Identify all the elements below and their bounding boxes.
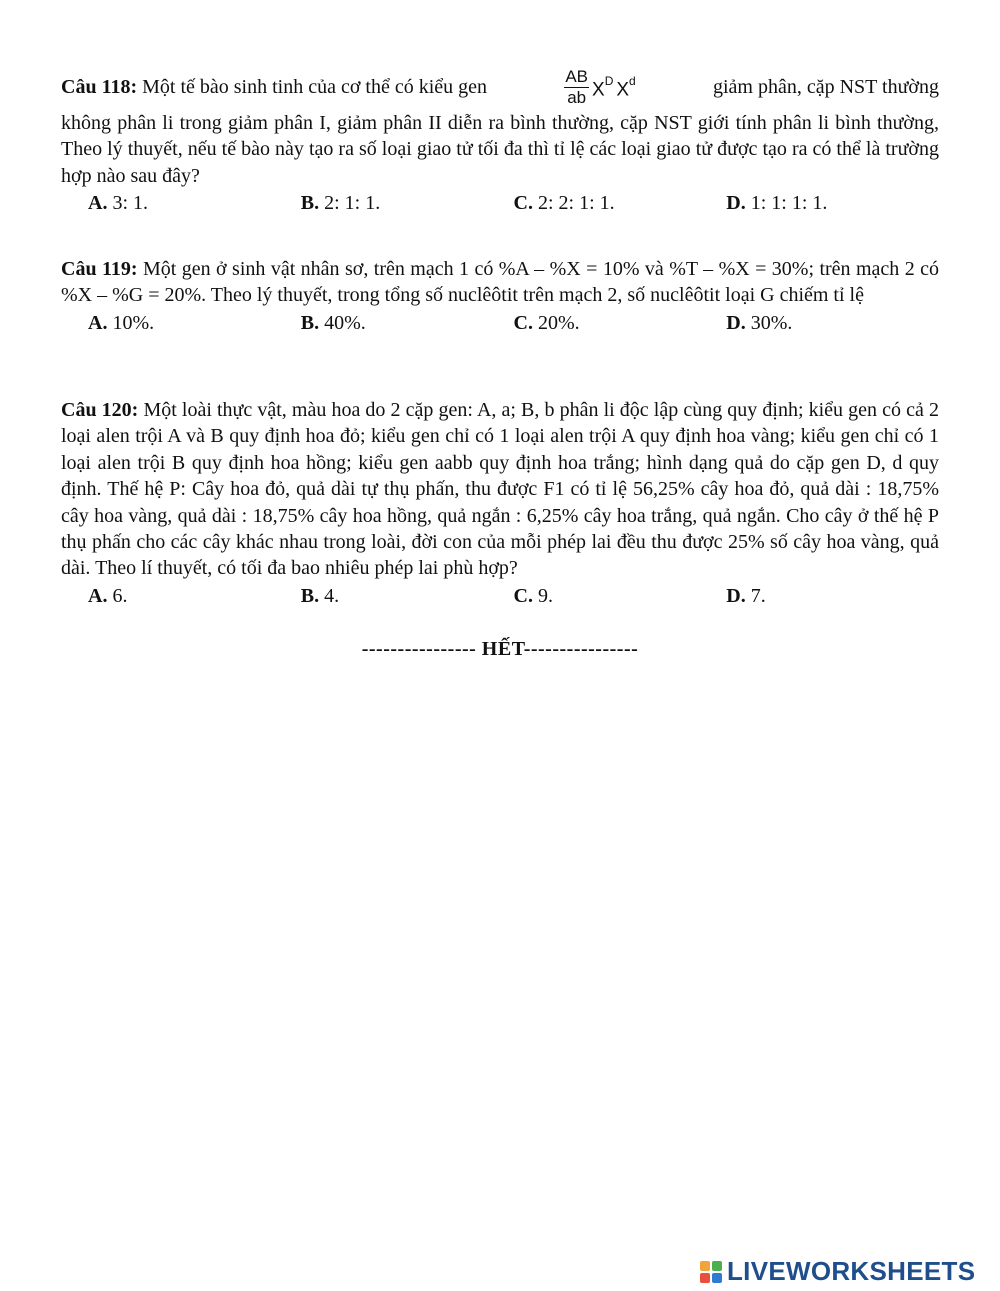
answer-option-d[interactable]: D. 30%. xyxy=(726,311,793,334)
liveworksheets-logo-icon xyxy=(700,1261,722,1283)
sex-chromosome-1: $X^D$ xyxy=(592,73,614,100)
question-120 xyxy=(61,397,939,610)
genotype-formula xyxy=(564,67,635,108)
question-119 xyxy=(61,256,939,337)
question-118-label: Câu 118: xyxy=(61,75,138,98)
question-119-answers xyxy=(61,309,939,337)
question-118-intro: Một tế bào sinh tinh của cơ thể có kiểu gen xyxy=(137,75,488,98)
question-118-body: không phân li trong giảm phân I, giảm phân II diễn ra bình thường, cặp NST giới tính phân li bình thường, Theo lý thuyết, nếu tế bào này tạo ra số loại giao tử tối đa thì tỉ lệ các loại giao tử được tạo ra có thể là trường hợp nào sau đây? xyxy=(61,112,939,187)
answer-option-a[interactable]: A. 6. xyxy=(88,584,128,607)
question-118 xyxy=(61,64,939,217)
genotype-fraction xyxy=(564,67,589,108)
answer-option-a[interactable]: A. 10%. xyxy=(88,311,155,334)
brand-name: LIVEWORKSHEETS xyxy=(727,1256,976,1286)
answer-option-d[interactable]: D. 7. xyxy=(726,584,766,607)
question-119-body: Một gen ở sinh vật nhân sơ, trên mạch 1 có %A – %X = 10% và %T – %X = 30%; trên mạch 2 có %X – %G = 20%. Theo lý thuyết, trong tổng số nuclêôtit trên mạch 2, số nuclêôtit loại G chiếm tỉ lệ xyxy=(61,258,940,307)
answer-option-c[interactable]: C. 20%. xyxy=(513,311,580,334)
question-119-label: Câu 119: xyxy=(61,258,138,280)
question-120-body: Một loài thực vật, màu hoa do 2 cặp gen: A, a; B, b phân li độc lập cùng quy định; kiểu gen có cả 2 loại alen trội A và B quy định hoa đỏ; kiểu gen chỉ có 1 loại alen trội A quy định hoa vàng; kiểu gen chỉ có 1 loại alen trội B quy định hoa hồng; kiểu gen aabb quy định hoa trắng; hình dạng quả do cặp gen D, d quy định. Thế hệ P: Cây hoa đỏ, quả dài tự thụ phấn, thu được F1 có tỉ lệ 56,25% cây hoa đỏ, quả dài : 18,75% cây hoa vàng, quả dài : 18,75% cây hoa hồng, quả ngắn : 6,25% cây hoa trắng, quả ngắn. Cho cây ở thế hệ P thụ phấn cho các cây khác nhau trong loài, đời con của mỗi phép lai đều thu được 25% số cây hoa vàng, quả dài. Theo lí thuyết, có tối đa bao nhiêu phép lai phù hợp? xyxy=(61,399,939,580)
answer-option-b[interactable]: B. 2: 1: 1. xyxy=(300,192,381,215)
question-120-label: Câu 120: xyxy=(61,399,139,421)
answer-option-c[interactable]: C. 9. xyxy=(513,584,553,607)
footer-brand[interactable] xyxy=(700,1256,975,1287)
answer-option-b[interactable]: B. 40%. xyxy=(300,311,366,334)
question-118-intro-end: giảm phân, cặp NST thường xyxy=(712,75,939,98)
genotype-denominator: ab xyxy=(567,87,587,107)
answer-option-a[interactable]: A. 3: 1. xyxy=(88,192,149,215)
question-118-first-line xyxy=(61,64,939,110)
question-119-text xyxy=(61,256,939,309)
question-120-answers xyxy=(61,582,939,610)
end-marker: ---------------- HẾT---------------- xyxy=(361,638,639,660)
answer-option-d[interactable]: D. 1: 1: 1: 1. xyxy=(726,192,828,215)
question-120-text xyxy=(61,397,939,582)
answer-option-b[interactable]: B. 4. xyxy=(300,584,340,607)
genotype-numerator: AB xyxy=(565,66,588,86)
question-118-answers xyxy=(61,189,939,217)
answer-option-c[interactable]: C. 2: 2: 1: 1. xyxy=(513,192,615,215)
sex-chromosome-2: $X^d$ xyxy=(616,73,636,100)
